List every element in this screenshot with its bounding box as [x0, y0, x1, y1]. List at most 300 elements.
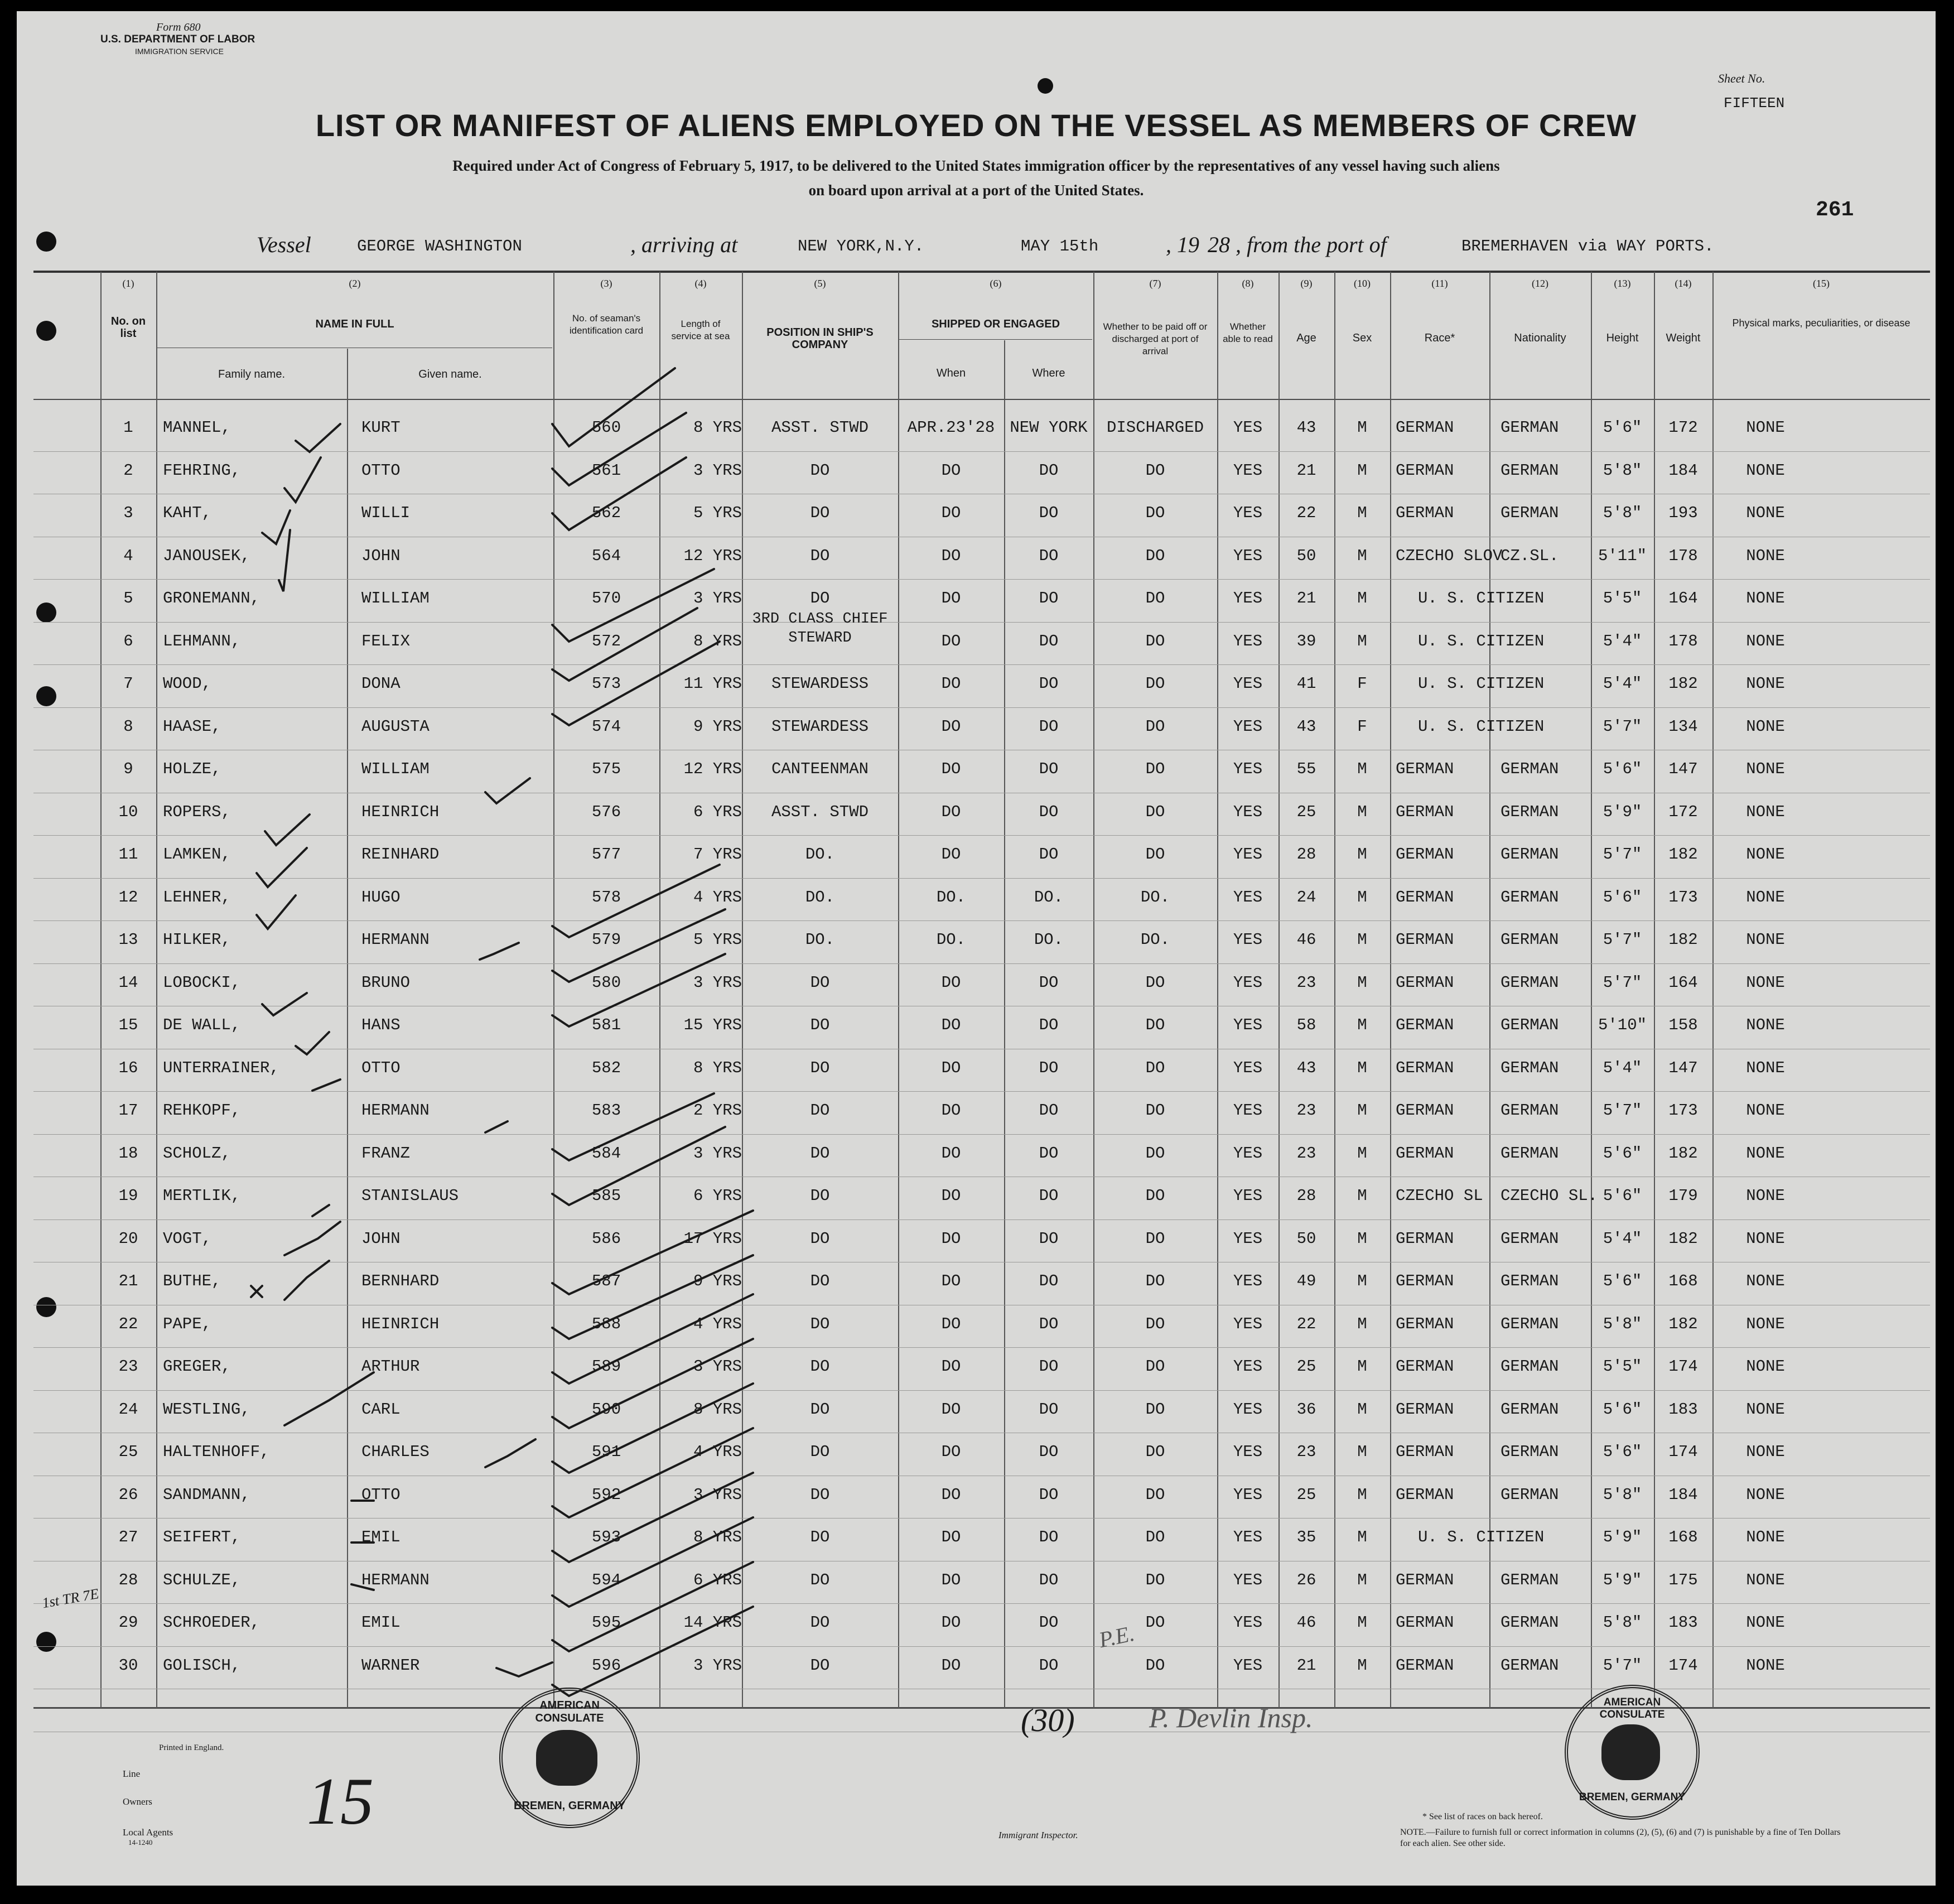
header-shipped: SHIPPED OR ENGAGED [931, 318, 1060, 330]
cell-sex: M [1357, 1357, 1367, 1376]
vessel-label: Vessel [257, 232, 311, 257]
cell-age: 36 [1296, 1400, 1316, 1419]
cell-race: GERMAN [1396, 845, 1454, 864]
cell-id-card: 593 [591, 1528, 621, 1546]
cell-no: 13 [118, 931, 138, 949]
cell-given-name: AUGUSTA [361, 717, 430, 736]
cell-id-card: 596 [591, 1656, 621, 1675]
check-mark [296, 1032, 329, 1054]
cell-where: DO [1039, 632, 1059, 650]
cell-no: 3 [123, 504, 133, 522]
cell-nationality: GERMAN [1501, 1059, 1559, 1077]
cell-weight: 164 [1668, 973, 1698, 992]
cell-height: 5'8" [1603, 461, 1642, 480]
cell-position: DO [810, 1059, 830, 1077]
cell-race: GERMAN [1396, 418, 1454, 437]
check-mark [552, 1517, 753, 1607]
cell-paid-off: DO [1145, 1101, 1165, 1120]
check-mark [552, 642, 720, 725]
cell-where: DO [1039, 1230, 1059, 1248]
check-mark [284, 1261, 329, 1300]
cell-nationality: GERMAN [1501, 504, 1559, 522]
cell-family-name: VOGT, [163, 1230, 212, 1248]
cell-age: 28 [1296, 845, 1316, 864]
cell-height: 5'7" [1603, 931, 1642, 949]
cell-marks: NONE [1746, 1571, 1785, 1589]
cell-when: DO [941, 1613, 961, 1632]
header-marks: Physical marks, peculiarities, or disease [1732, 317, 1910, 329]
cell-nationality: GERMAN [1501, 1016, 1559, 1034]
cell-able-read: YES [1233, 1486, 1263, 1504]
cell-given-name: ARTHUR [361, 1357, 420, 1376]
cell-given-name: FELIX [361, 632, 411, 650]
cell-when: DO [941, 1315, 961, 1333]
cell-height: 5'6" [1603, 1443, 1642, 1461]
cell-race: GERMAN [1396, 1230, 1454, 1248]
cell-family-name: KAHT, [163, 504, 212, 522]
cell-marks: NONE [1746, 1528, 1785, 1546]
check-mark [485, 1121, 508, 1132]
cell-service: 2 YRS [693, 1101, 742, 1120]
eagle-emblem [1601, 1724, 1660, 1780]
cell-no: 25 [118, 1443, 138, 1461]
handwritten-marks [17, 11, 1936, 1886]
cell-when: DO [941, 589, 961, 608]
cell-no: 8 [123, 717, 133, 736]
cell-when: DO [941, 1187, 961, 1205]
cell-weight: 193 [1668, 504, 1698, 522]
cell-race: U. S. CITIZEN [1418, 674, 1545, 693]
cell-when: DO [941, 973, 961, 992]
cell-marks: NONE [1746, 931, 1785, 949]
cell-family-name: GREGER, [163, 1357, 231, 1376]
cell-given-name: OTTO [361, 461, 401, 480]
cell-family-name: GRONEMANN, [163, 589, 260, 608]
cell-race: GERMAN [1396, 1101, 1454, 1120]
cell-marks: NONE [1746, 1443, 1785, 1461]
arriving-port: NEW YORK,N.Y. [798, 237, 924, 256]
cell-sex: M [1357, 1400, 1367, 1419]
cell-given-name: HERMANN [361, 1571, 430, 1589]
cell-race: GERMAN [1396, 461, 1454, 480]
col-number: (9) [1300, 278, 1313, 289]
cell-weight: 182 [1668, 1144, 1698, 1163]
cell-height: 5'8" [1603, 504, 1642, 522]
cell-height: 5'4" [1603, 1059, 1642, 1077]
cell-able-read: YES [1233, 1016, 1263, 1034]
cell-race: GERMAN [1396, 1571, 1454, 1589]
header-height: Height [1606, 332, 1639, 344]
cell-marks: NONE [1746, 504, 1785, 522]
header-given-name: Given name. [418, 368, 482, 380]
cell-no: 27 [118, 1528, 138, 1546]
cell-marks: NONE [1746, 418, 1785, 437]
cell-no: 30 [118, 1656, 138, 1675]
cell-where: DO [1039, 1101, 1059, 1120]
cell-paid-off: DO [1145, 717, 1165, 736]
cell-race: GERMAN [1396, 888, 1454, 907]
from-port: BREMERHAVEN via WAY PORTS. [1461, 237, 1714, 256]
cell-marks: NONE [1746, 717, 1785, 736]
cell-race: GERMAN [1396, 1443, 1454, 1461]
cell-paid-off: DO [1145, 1486, 1165, 1504]
cell-where: DO [1039, 504, 1059, 522]
vessel-name: GEORGE WASHINGTON [357, 237, 522, 256]
cell-age: 25 [1296, 1357, 1316, 1376]
cell-id-card: 576 [591, 803, 621, 821]
header-paid-off: Whether to be paid off or discharged at port of arrival [1103, 321, 1208, 356]
cell-race: GERMAN [1396, 1656, 1454, 1675]
cell-weight: 174 [1668, 1357, 1698, 1376]
cell-position: DO [810, 1272, 830, 1290]
cell-no: 7 [123, 674, 133, 693]
cell-paid-off: DO [1145, 1187, 1165, 1205]
cell-when: DO [941, 803, 961, 821]
cell-race: GERMAN [1396, 973, 1454, 992]
cell-race: CZECHO SL [1396, 1187, 1483, 1205]
cell-weight: 174 [1668, 1656, 1698, 1675]
cell-sex: M [1357, 632, 1367, 650]
cell-service: 5 YRS [693, 504, 742, 522]
cell-position: DO [810, 504, 830, 522]
cell-id-card: 584 [591, 1144, 621, 1163]
cell-no: 9 [123, 760, 133, 778]
cell-no: 20 [118, 1230, 138, 1248]
cell-where: DO. [1034, 931, 1064, 949]
cell-able-read: YES [1233, 589, 1263, 608]
cell-age: 21 [1296, 461, 1316, 480]
cell-race: GERMAN [1396, 1315, 1454, 1333]
header-weight: Weight [1666, 332, 1701, 344]
cell-weight: 182 [1668, 674, 1698, 693]
cell-when: DO [941, 845, 961, 864]
check-mark [552, 1127, 725, 1205]
cell-weight: 147 [1668, 1059, 1698, 1077]
cell-service: 14 YRS [683, 1613, 742, 1632]
cell-nationality: GERMAN [1501, 1315, 1559, 1333]
cell-nationality: GERMAN [1501, 1656, 1559, 1675]
col-number: (12) [1532, 278, 1548, 289]
cell-id-card: 560 [591, 418, 621, 437]
cell-service: 12 YRS [683, 547, 742, 565]
cell-sex: M [1357, 418, 1367, 437]
cell-position: DO [810, 1656, 830, 1675]
cell-marks: NONE [1746, 1486, 1785, 1504]
cell-family-name: MANNEL, [163, 418, 231, 437]
cell-id-card: 587 [591, 1272, 621, 1290]
cell-given-name: STANISLAUS [361, 1187, 459, 1205]
header-name-in-full: NAME IN FULL [315, 318, 394, 330]
cell-given-name: KURT [361, 418, 401, 437]
cell-position: DO [810, 1315, 830, 1333]
col-number: (13) [1614, 278, 1631, 289]
cell-able-read: YES [1233, 1443, 1263, 1461]
form-code: 14-1240 [128, 1838, 153, 1847]
cell-marks: NONE [1746, 461, 1785, 480]
cell-nationality: GERMAN [1501, 1486, 1559, 1504]
cell-family-name: LEHNER, [163, 888, 231, 907]
cell-able-read: YES [1233, 845, 1263, 864]
cell-id-card: 595 [591, 1613, 621, 1632]
check-mark [265, 814, 310, 845]
check-mark [552, 608, 697, 681]
cell-age: 22 [1296, 1315, 1316, 1333]
cell-no: 10 [118, 803, 138, 821]
cell-sex: F [1357, 674, 1367, 693]
col-number: (3) [600, 278, 612, 289]
cell-able-read: YES [1233, 803, 1263, 821]
cell-service: 8 YRS [693, 418, 742, 437]
cell-id-card: 583 [591, 1101, 621, 1120]
cell-given-name: WILLIAM [361, 589, 430, 608]
cell-able-read: YES [1233, 1528, 1263, 1546]
cell-race: GERMAN [1396, 1357, 1454, 1376]
cell-age: 21 [1296, 1656, 1316, 1675]
cell-paid-off: DO [1145, 1144, 1165, 1163]
cell-position: DO. [805, 845, 835, 864]
subtitle-1: Required under Act of Congress of February 5, 1917, to be delivered to the United States immigration officer by the representatives of any vessel having such aliens [452, 157, 1500, 174]
cell-id-card: 585 [591, 1187, 621, 1205]
cell-nationality: GERMAN [1501, 803, 1559, 821]
header-able-read: Whether able to read [1223, 321, 1273, 344]
cell-service: 6 YRS [693, 1187, 742, 1205]
cell-paid-off: DO [1145, 1656, 1165, 1675]
cell-height: 5'9" [1603, 1571, 1642, 1589]
cell-age: 46 [1296, 1613, 1316, 1632]
cell-service: 3 YRS [693, 589, 742, 608]
cell-able-read: YES [1233, 717, 1263, 736]
cell-paid-off: DO [1145, 504, 1165, 522]
cell-able-read: YES [1233, 418, 1263, 437]
cell-sex: M [1357, 1230, 1367, 1248]
x-mark [251, 1286, 262, 1297]
cell-height: 5'8" [1603, 1613, 1642, 1632]
cell-marks: NONE [1746, 632, 1785, 650]
check-mark [284, 1372, 374, 1425]
cell-nationality: GERMAN [1501, 1230, 1559, 1248]
cell-able-read: YES [1233, 888, 1263, 907]
cell-weight: 175 [1668, 1571, 1698, 1589]
col-number: (1) [122, 278, 134, 289]
cell-family-name: HALTENHOFF, [163, 1443, 270, 1461]
check-mark [552, 954, 725, 1026]
check-mark [552, 1339, 753, 1428]
cell-marks: NONE [1746, 1144, 1785, 1163]
cell-no: 15 [118, 1016, 138, 1034]
year-prefix: , 19 [1166, 232, 1199, 257]
cell-id-card: 588 [591, 1315, 621, 1333]
check-mark [262, 510, 290, 544]
cell-when: APR.23'28 [907, 418, 995, 437]
cell-service: 7 YRS [693, 845, 742, 864]
check-mark [552, 569, 714, 642]
cell-age: 46 [1296, 931, 1316, 949]
cell-nationality: GERMAN [1501, 1272, 1559, 1290]
check-mark [552, 1562, 753, 1651]
cell-sex: F [1357, 717, 1367, 736]
cell-id-card: 582 [591, 1059, 621, 1077]
cell-no: 18 [118, 1144, 138, 1163]
cell-height: 5'9" [1603, 803, 1642, 821]
cell-when: DO [941, 1016, 961, 1034]
cell-where: DO [1039, 1571, 1059, 1589]
cell-height: 5'8" [1603, 1486, 1642, 1504]
cell-weight: 182 [1668, 931, 1698, 949]
cell-nationality: GERMAN [1501, 1144, 1559, 1163]
header-race: Race* [1424, 332, 1455, 344]
header-age: Age [1296, 332, 1316, 344]
cell-nationality: GERMAN [1501, 1101, 1559, 1120]
cell-service: 4 YRS [693, 1443, 742, 1461]
consulate-stamp-left: AMERICAN CONSULATE BREMEN, GERMANY [499, 1688, 640, 1828]
cell-nationality: GERMAN [1501, 888, 1559, 907]
cell-when: DO [941, 1486, 961, 1504]
cell-weight: 184 [1668, 461, 1698, 480]
cell-where: DO [1039, 1016, 1059, 1034]
cell-able-read: YES [1233, 1400, 1263, 1419]
cell-id-card: 586 [591, 1230, 621, 1248]
header-where: Where [1032, 367, 1065, 379]
cell-sex: M [1357, 1656, 1367, 1675]
cell-paid-off: DO [1145, 1272, 1165, 1290]
cell-where: DO [1039, 1272, 1059, 1290]
cell-id-card: 578 [591, 888, 621, 907]
cell-position: CANTEENMAN [771, 760, 869, 778]
cell-no: 21 [118, 1272, 138, 1290]
eagle-emblem [536, 1730, 597, 1786]
col-number: (15) [1813, 278, 1830, 289]
cell-marks: NONE [1746, 973, 1785, 992]
check-mark [552, 865, 720, 937]
cell-age: 55 [1296, 760, 1316, 778]
cell-weight: 168 [1668, 1528, 1698, 1546]
cell-no: 26 [118, 1486, 138, 1504]
cell-where: DO [1039, 845, 1059, 864]
cell-family-name: WOOD, [163, 674, 212, 693]
cell-marks: NONE [1746, 547, 1785, 565]
cell-able-read: YES [1233, 760, 1263, 778]
owners-label: Owners [123, 1796, 152, 1807]
cell-sex: M [1357, 1613, 1367, 1632]
form-service: IMMIGRATION SERVICE [135, 47, 224, 56]
cell-age: 43 [1296, 1059, 1316, 1077]
cell-marks: NONE [1746, 1230, 1785, 1248]
cell-sex: M [1357, 1571, 1367, 1589]
check-mark [480, 943, 519, 960]
cell-when: DO [941, 1144, 961, 1163]
cell-paid-off: DO [1145, 973, 1165, 992]
cell-given-name: JOHN [361, 547, 401, 565]
cell-sex: M [1357, 845, 1367, 864]
cell-id-card: 573 [591, 674, 621, 693]
cell-nationality: CZ.SL. [1501, 547, 1559, 565]
cell-paid-off: DO [1145, 803, 1165, 821]
cell-paid-off: DISCHARGED [1106, 418, 1204, 437]
cell-nationality: GERMAN [1501, 1571, 1559, 1589]
cell-where: DO [1039, 973, 1059, 992]
check-mark [257, 895, 296, 929]
cell-able-read: YES [1233, 1059, 1263, 1077]
cell-id-card: 592 [591, 1486, 621, 1504]
cell-no: 22 [118, 1315, 138, 1333]
cell-weight: 178 [1668, 547, 1698, 565]
cell-paid-off: DO. [1140, 888, 1170, 907]
cell-marks: NONE [1746, 1357, 1785, 1376]
cell-where: DO [1039, 461, 1059, 480]
arriving-label: , arriving at [630, 232, 738, 257]
cell-position: DO [810, 547, 830, 565]
cell-marks: NONE [1746, 589, 1785, 608]
cell-no: 4 [123, 547, 133, 565]
cell-family-name: HOLZE, [163, 760, 221, 778]
check-mark [552, 1473, 753, 1562]
cell-no: 2 [123, 461, 133, 480]
printed-in: Printed in England. [159, 1743, 224, 1752]
cell-paid-off: DO [1145, 760, 1165, 778]
cell-position: DO [810, 1101, 830, 1120]
cell-service: 3 YRS [693, 1486, 742, 1504]
cell-race: GERMAN [1396, 1016, 1454, 1034]
cell-position: STEWARDESS [771, 717, 869, 736]
cell-height: 5'6" [1603, 1187, 1642, 1205]
cell-given-name: CARL [361, 1400, 401, 1419]
cell-paid-off: DO [1145, 1016, 1165, 1034]
cell-service: 3 YRS [693, 461, 742, 480]
cell-service: 17 YRS [683, 1230, 742, 1248]
cell-where: DO [1039, 1315, 1059, 1333]
cell-family-name: HAASE, [163, 717, 221, 736]
check-mark [552, 1294, 753, 1384]
cell-family-name: DE WALL, [163, 1016, 241, 1034]
agents-label: Local Agents [123, 1827, 173, 1838]
cell-when: DO [941, 1059, 961, 1077]
cell-when: DO [941, 1272, 961, 1290]
cell-age: 23 [1296, 973, 1316, 992]
cell-sex: M [1357, 1528, 1367, 1546]
header-nationality: Nationality [1514, 332, 1566, 344]
cell-given-name: JOHN [361, 1230, 401, 1248]
cell-sex: M [1357, 760, 1367, 778]
cell-id-card: 591 [591, 1443, 621, 1461]
cell-age: 28 [1296, 1187, 1316, 1205]
cell-nationality: GERMAN [1501, 931, 1559, 949]
check-mark [552, 1211, 753, 1294]
cell-id-card: 575 [591, 760, 621, 778]
manifest-sheet [17, 11, 1936, 1886]
check-mark [496, 1662, 552, 1676]
cell-paid-off: DO [1145, 674, 1165, 693]
cell-where: DO [1039, 547, 1059, 565]
cell-height: 5'4" [1603, 632, 1642, 650]
cell-paid-off: DO [1145, 1571, 1165, 1589]
form-dept: U.S. DEPARTMENT OF LABOR [100, 33, 255, 45]
cell-paid-off: DO [1145, 632, 1165, 650]
cell-nationality: GERMAN [1501, 1443, 1559, 1461]
cell-race: GERMAN [1396, 1400, 1454, 1419]
check-mark [262, 993, 307, 1015]
cell-height: 5'7" [1603, 845, 1642, 864]
cell-position: DO [810, 1144, 830, 1163]
cell-position: DO [810, 1443, 830, 1461]
cell-height: 5'5" [1603, 589, 1642, 608]
cell-sex: M [1357, 1315, 1367, 1333]
cell-family-name: SANDMANN, [163, 1486, 250, 1504]
cell-height: 5'7" [1603, 717, 1642, 736]
cell-id-card: 577 [591, 845, 621, 864]
cell-when: DO [941, 717, 961, 736]
cell-service: 8 YRS [693, 1528, 742, 1546]
cell-position: STEWARDESS [771, 674, 869, 693]
